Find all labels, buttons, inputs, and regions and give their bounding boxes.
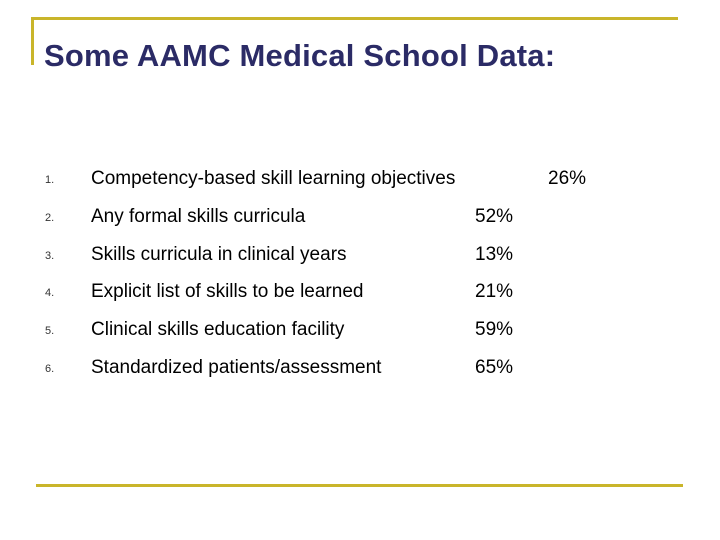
- item-percent: 13%: [475, 244, 514, 265]
- frame-top-line: [31, 17, 678, 20]
- item-percent: 52%: [475, 206, 514, 227]
- item-percent: 26%: [548, 168, 587, 189]
- item-label: Standardized patients/assessment: [91, 357, 382, 378]
- item-number: 5.: [45, 325, 55, 337]
- item-number: 3.: [45, 250, 55, 262]
- item-label: Skills curricula in clinical years: [91, 244, 347, 265]
- item-number: 6.: [45, 363, 55, 375]
- item-number: 4.: [45, 287, 55, 299]
- item-number: 2.: [45, 212, 55, 224]
- item-number: 1.: [45, 174, 55, 186]
- slide-title: Some AAMC Medical School Data:: [44, 38, 556, 73]
- item-percent: 21%: [475, 281, 514, 302]
- item-percent: 65%: [475, 357, 514, 378]
- frame-bottom-line: [36, 484, 683, 487]
- item-label: Competency-based skill learning objectives: [91, 168, 456, 189]
- item-label: Explicit list of skills to be learned: [91, 281, 364, 302]
- item-label: Any formal skills curricula: [91, 206, 306, 227]
- item-percent: 59%: [475, 319, 514, 340]
- item-label: Clinical skills education facility: [91, 319, 345, 340]
- frame-left-line: [31, 17, 34, 65]
